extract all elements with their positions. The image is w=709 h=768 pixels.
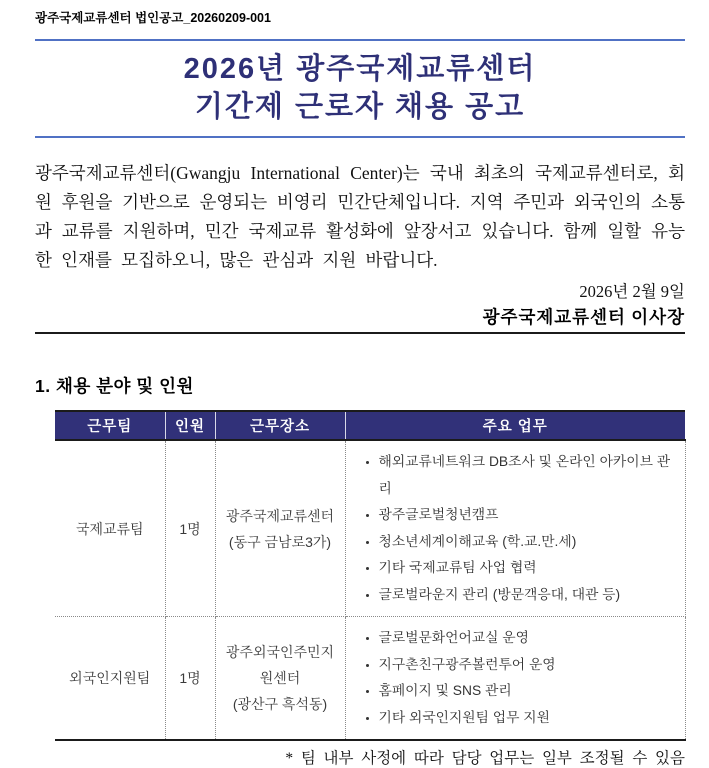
- announcement-date: 2026년 2월 9일: [579, 282, 685, 301]
- duty-item: • 해외교류네트워크 DB조사 및 온라인 아카이브 관리: [379, 449, 679, 502]
- team-cell: 국제교류팀: [55, 440, 165, 617]
- duties-list: [346, 449, 679, 608]
- location-district: (광산구 흑석동): [232, 696, 328, 712]
- column-header-headcount: 인원: [165, 411, 215, 440]
- table-footnote: * 팀 내부 사정에 따라 담당 업무는 일부 조정될 수 있음: [285, 750, 685, 767]
- duty-item: • 청소년세계이해교육 (학.교.만.세): [379, 529, 679, 556]
- page-content: [35, 8, 685, 768]
- section-heading-recruitment: 1. 채용 분야 및 인원: [35, 376, 194, 396]
- table-header-row: [55, 411, 685, 440]
- recruitment-table: [55, 410, 686, 741]
- location-cell: [215, 440, 345, 617]
- title-bottom-rule: [35, 136, 685, 138]
- duty-item: • 기타 외국인지원팀 업무 지원: [379, 705, 679, 732]
- table-row: [55, 617, 685, 741]
- signature-issuer: 광주국제교류센터 이사장: [482, 307, 685, 327]
- team-cell: 외국인지원팀: [55, 617, 165, 741]
- duty-item: • 홈페이지 및 SNS 관리: [379, 678, 679, 705]
- location-cell: [215, 617, 345, 741]
- duties-list: [346, 625, 679, 731]
- duties-cell: [345, 617, 685, 741]
- headcount-cell: 1명: [165, 617, 215, 741]
- duty-item: • 글로벌문화언어교실 운영: [379, 625, 679, 652]
- duty-item: • 기타 국제교류팀 사업 협력: [379, 555, 679, 582]
- location-name: 광주국제교류센터: [225, 507, 335, 524]
- duty-item: • 글로벌라운지 관리 (방문객응대, 대관 등): [379, 582, 679, 609]
- location-name: 광주외국인주민지원센터: [225, 644, 335, 686]
- intro-paragraph: 광주국제교류센터(Gwangju International Center)는 국내 최초의 국제교류센터로, 회원 후원을 기반으로 운영되는 비영리 민간단체입니다. 지역 주민과 외국인의 소통과 교류를 지원하며, 민간 국제교류 활성화에 앞장서고 있습니다. 함께 일할 유능한 인재를 모집하오니, 많은 관심과 지원 바랍니다.: [35, 163, 685, 270]
- column-header-location: 근무장소: [215, 411, 345, 440]
- duty-item: • 광주글로벌청년캠프: [379, 502, 679, 529]
- column-header-team: 근무팀: [55, 411, 165, 440]
- title-block: [35, 41, 685, 136]
- page-title-line1: 2026년 광주국제교류센터: [183, 53, 537, 85]
- document-reference-number: 광주국제교류센터 법인공고_20260209-001: [35, 11, 271, 25]
- headcount-cell: 1명: [165, 440, 215, 617]
- column-header-duties: 주요 업무: [345, 411, 685, 440]
- duty-item: • 지구촌친구광주볼런투어 운영: [379, 652, 679, 679]
- signature-divider: [35, 332, 685, 334]
- table-row: [55, 440, 685, 617]
- location-district: (동구 금남로3가): [228, 533, 332, 550]
- page-title-line2: 기간제 근로자 채용 공고: [194, 91, 526, 123]
- duties-cell: [345, 440, 685, 617]
